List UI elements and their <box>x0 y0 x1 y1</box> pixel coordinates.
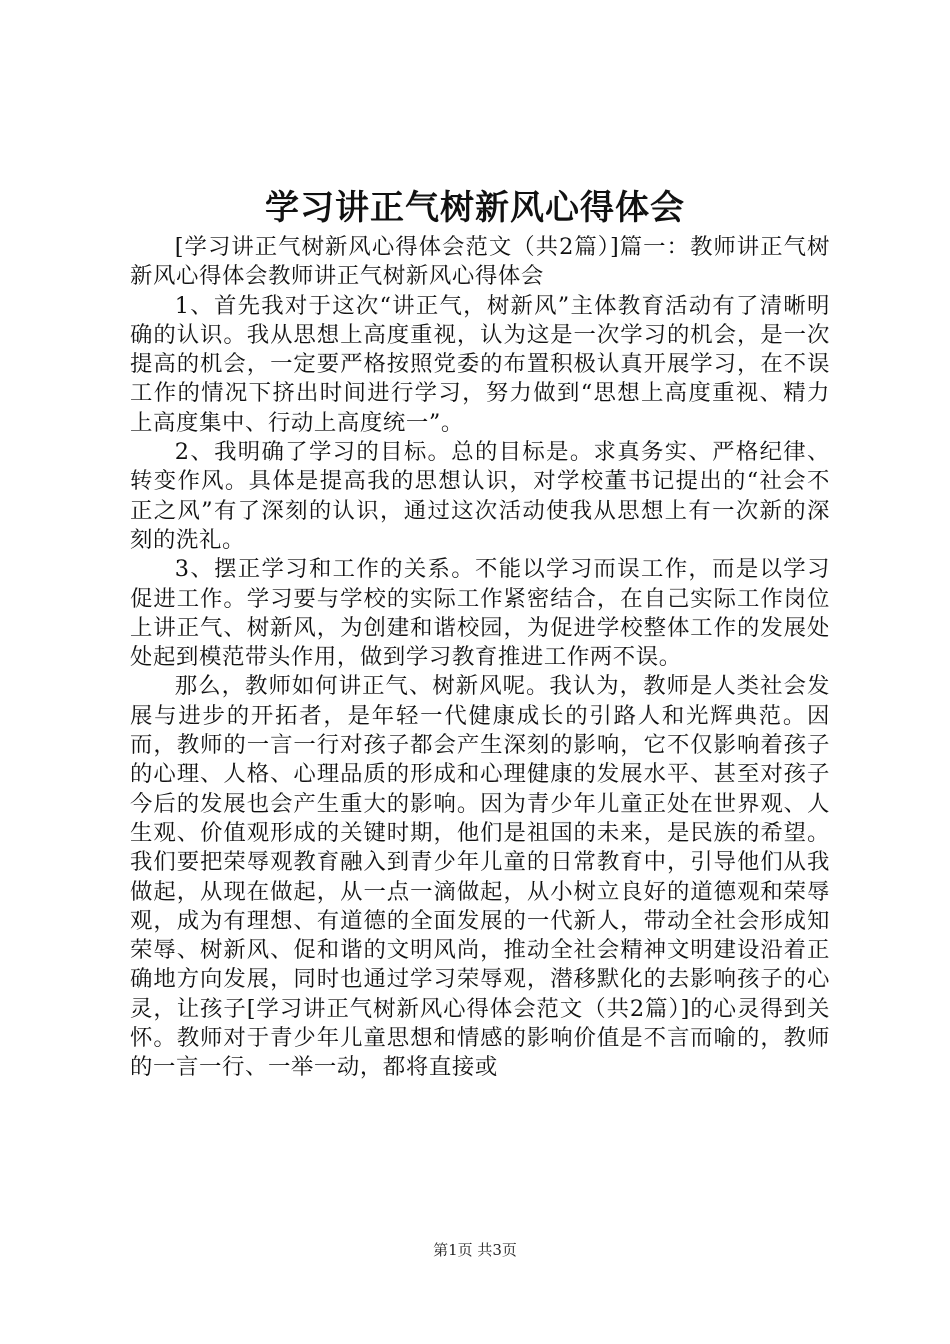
paragraph-point-3: 3、摆正学习和工作的关系。不能以学习而误工作，而是以学习促进工作。学习要与学校的实际工作紧密结合，在自己实际工作岗位上讲正气、树新风，为创建和谐校园，为促进学校整体工作的发展处处起到模范带头作用，做到学习教育推进工作两不误。 <box>130 556 830 671</box>
paragraph-discussion: 那么，教师如何讲正气、树新风呢。我认为，教师是人类社会发展与进步的开拓者，是年轻一代健康成长的引路人和光辉典范。因而，教师的一言一行对孩子都会产生深刻的影响，它不仅影响着孩子的心理、人格、心理品质的形成和心理健康的发展水平、甚至对孩子今后的发展也会产生重大的影响。因为青少年儿童正处在世界观、人生观、价值观形成的关键时期，他们是祖国的未来，是民族的希望。我们要把荣辱观教育融入到青少年儿童的日常教育中，引导他们从我做起，从现在做起，从一点一滴做起，从小树立良好的道德观和荣辱观，成为有理想、有道德的全面发展的一代新人，带动全社会形成知荣辱、树新风、促和谐的文明风尚，推动全社会精神文明建设沿着正确地方向发展，同时也通过学习荣辱观，潜移默化的去影响孩子的心灵，让孩子[学习讲正气树新风心得体会范文（共2篇）]的心灵得到关怀。教师对于青少年儿童思想和情感的影响价值是不言而喻的，教师的一言一行、一举一动，都将直接或 <box>130 673 830 1081</box>
document-body <box>130 233 830 1083</box>
paragraph-point-2: 2、我明确了学习的目标。总的目标是。求真务实、严格纪律、转变作风。具体是提高我的思想认识，对学校董书记提出的“社会不正之风”有了深刻的认识，通过这次活动使我从思想上有一次新的深刻的洗礼。 <box>130 439 830 553</box>
paragraph-point-1: 1、首先我对于这次“讲正气，树新风”主体教育活动有了清晰明确的认识。我从思想上高度重视，认为这是一次学习的机会，是一次提高的机会，一定要严格按照党委的布置积极认真开展学习，在不误工作的情况下挤出时间进行学习，努力做到“思想上高度重视、精力上高度集中、行动上高度统一”。 <box>130 292 830 436</box>
document-title: 学习讲正气树新风心得体会 <box>265 188 685 228</box>
page-number-footer: 第1页 共3页 <box>433 1241 517 1259</box>
intro-paragraph: [学习讲正气树新风心得体会范文（共2篇）]篇一：教师讲正气树新风心得体会教师讲正气树新风心得体会 <box>130 234 830 290</box>
